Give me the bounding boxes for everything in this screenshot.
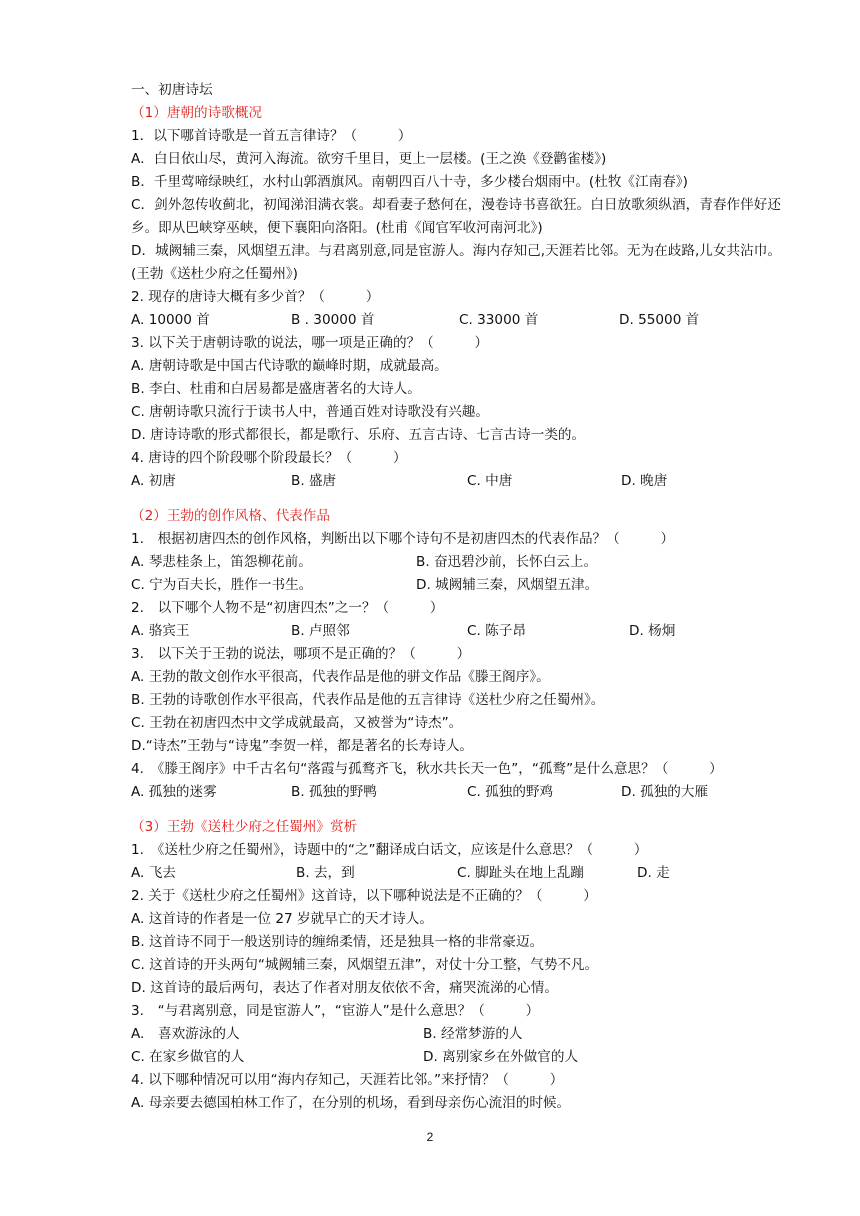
question-stem: 1．以下哪首诗歌是一首五言律诗？（ ） [131, 128, 412, 144]
option-a: A. 10000 首 [131, 312, 210, 328]
options-row [131, 470, 781, 493]
option-c: C. 在家乡做官的人 [131, 1049, 245, 1065]
page-number: 2 [426, 1130, 434, 1144]
option-d: D. 晚唐 [621, 473, 668, 489]
option-c: C. 中唐 [467, 473, 513, 489]
options-row [131, 309, 781, 332]
option-d: D. 城阙辅三秦，风烟望五津。 [416, 577, 599, 593]
option-a: A. 飞去 [131, 865, 176, 881]
option-d: D. 走 [637, 865, 670, 881]
options-row [131, 620, 781, 643]
option-b: B. 卢照邻 [291, 623, 350, 639]
options-row [131, 1023, 781, 1046]
question-stem: 3. 以下关于王勃的说法，哪项不是正确的？（ ） [131, 646, 471, 662]
option-a: A. 喜欢游泳的人 [131, 1026, 240, 1042]
question-stem: 2. 以下哪个人物不是“初唐四杰”之一？（ ） [131, 600, 444, 616]
option-c: C. 这首诗的开头两句“城阙辅三秦，风烟望五津”，对仗十分工整，气势不凡。 [131, 957, 599, 973]
options-row [131, 862, 781, 885]
page-content [131, 79, 781, 1115]
option-a: A．白日依山尽，黄河入海流。欲穷千里目，更上一层楼。(王之涣《登鹳雀楼》) [131, 151, 607, 167]
option-a: A. 琴悲桂条上，笛怨柳花前。 [131, 554, 312, 570]
option-d: D. 这首诗的最后两句，表达了作者对朋友依依不舍，痛哭流涕的心情。 [131, 980, 558, 996]
option-b: B. 去，到 [296, 865, 355, 881]
option-d: D. 杨炯 [629, 623, 676, 639]
option-c: C. 陈子昂 [467, 623, 526, 639]
section-title: （1）唐朝的诗歌概况 [131, 105, 262, 121]
options-row [131, 781, 781, 804]
option-b: B. 经常梦游的人 [423, 1026, 523, 1042]
option-a: A. 唐朝诗歌是中国古代诗歌的巅峰时期，成就最高。 [131, 358, 448, 374]
chapter-heading: 一、初唐诗坛 [131, 82, 213, 98]
option-c: C. 33000 首 [459, 312, 539, 328]
options-row [131, 574, 781, 597]
question-stem: 2. 关于《送杜少府之任蜀州》这首诗，以下哪种说法是不正确的？（ ） [131, 888, 597, 904]
option-a: A. 这首诗的作者是一位 27 岁就早亡的天才诗人。 [131, 911, 433, 927]
option-b: B . 30000 首 [291, 312, 375, 328]
option-d: D.“诗杰”王勃与“诗鬼”李贺一样，都是著名的长寿诗人。 [131, 738, 474, 754]
option-a: A. 骆宾王 [131, 623, 190, 639]
option-b: B. 奋迅碧沙前，长怀白云上。 [416, 554, 598, 570]
option-c: C．剑外忽传收蓟北，初闻涕泪满衣裳。却看妻子愁何在，漫卷诗书喜欲狂。白日放歌须纵酒，青春作伴好还乡。即从巴峡穿巫峡，便下襄阳向洛阳。(杜甫《闻官军收河南河北》) [131, 197, 781, 236]
option-a: A. 王勃的散文创作水平很高，代表作品是他的骈文作品《滕王阁序》。 [131, 669, 550, 685]
option-b: B．千里莺啼绿映红，水村山郭酒旗风。南朝四百八十寺，多少楼台烟雨中。(杜牧《江南春》) [131, 174, 688, 190]
question-stem: 4. 《滕王阁序》中千古名句“落霞与孤鹜齐飞，秋水共长天一色”，“孤鹜”是什么意思？（ ） [131, 761, 723, 777]
option-a: A. 孤独的迷雾 [131, 784, 217, 800]
option-b: B. 孤独的野鸭 [291, 784, 377, 800]
options-row [131, 1046, 781, 1069]
question-stem: 2. 现存的唐诗大概有多少首？（ ） [131, 289, 380, 305]
option-d: D. 55000 首 [619, 312, 700, 328]
question-stem: 1. 根据初唐四杰的创作风格，判断出以下哪个诗句不是初唐四杰的代表作品？（ ） [131, 531, 675, 547]
option-c: C. 宁为百夫长，胜作一书生。 [131, 577, 313, 593]
option-a: A. 初唐 [131, 473, 176, 489]
option-a: A. 母亲要去德国柏林工作了，在分别的机场，看到母亲伤心流泪的时候。 [131, 1095, 571, 1111]
option-b: B. 这首诗不同于一般送别诗的缠绵柔情，还是独具一格的非常豪迈。 [131, 934, 544, 950]
option-b: B. 王勃的诗歌创作水平很高，代表作品是他的五言律诗《送杜少府之任蜀州》。 [131, 692, 605, 708]
question-stem: 4. 以下哪种情况可以用“海内存知己，天涯若比邻。”来抒情？（ ） [131, 1072, 564, 1088]
question-stem: 3. “与君离别意，同是宦游人”，“宦游人”是什么意思？（ ） [131, 1003, 540, 1019]
question-stem: 1. 《送杜少府之任蜀州》，诗题中的“之”翻译成白话文，应该是什么意思？（ ） [131, 842, 648, 858]
option-d: D. 唐诗诗歌的形式都很长，都是歌行、乐府、五言古诗、七言古诗一类的。 [131, 427, 586, 443]
question-stem: 3. 以下关于唐朝诗歌的说法，哪一项是正确的？（ ） [131, 335, 489, 351]
option-c: C. 王勃在初唐四杰中文学成就最高，又被誉为“诗杰”。 [131, 715, 463, 731]
section-title: （3）王勃《送杜少府之任蜀州》赏析 [131, 819, 358, 835]
option-d: D．城阙辅三秦，风烟望五津。与君离别意,同是宦游人。海内存知己,天涯若比邻。无为在歧路,儿女共沾巾。(王勃《送杜少府之任蜀州》) [131, 243, 781, 282]
option-c: C. 唐朝诗歌只流行于读书人中，普通百姓对诗歌没有兴趣。 [131, 404, 489, 420]
question-stem: 4. 唐诗的四个阶段哪个阶段最长？（ ） [131, 450, 407, 466]
options-row [131, 551, 781, 574]
option-b: B. 李白、杜甫和白居易都是盛唐著名的大诗人。 [131, 381, 421, 397]
option-c: C. 孤独的野鸡 [467, 784, 554, 800]
option-d: D. 孤独的大雁 [621, 784, 709, 800]
option-b: B. 盛唐 [291, 473, 337, 489]
section-title: （2）王勃的创作风格、代表作品 [131, 508, 330, 524]
option-c: C. 脚趾头在地上乱蹦 [457, 865, 584, 881]
option-d: D. 离别家乡在外做官的人 [423, 1049, 579, 1065]
